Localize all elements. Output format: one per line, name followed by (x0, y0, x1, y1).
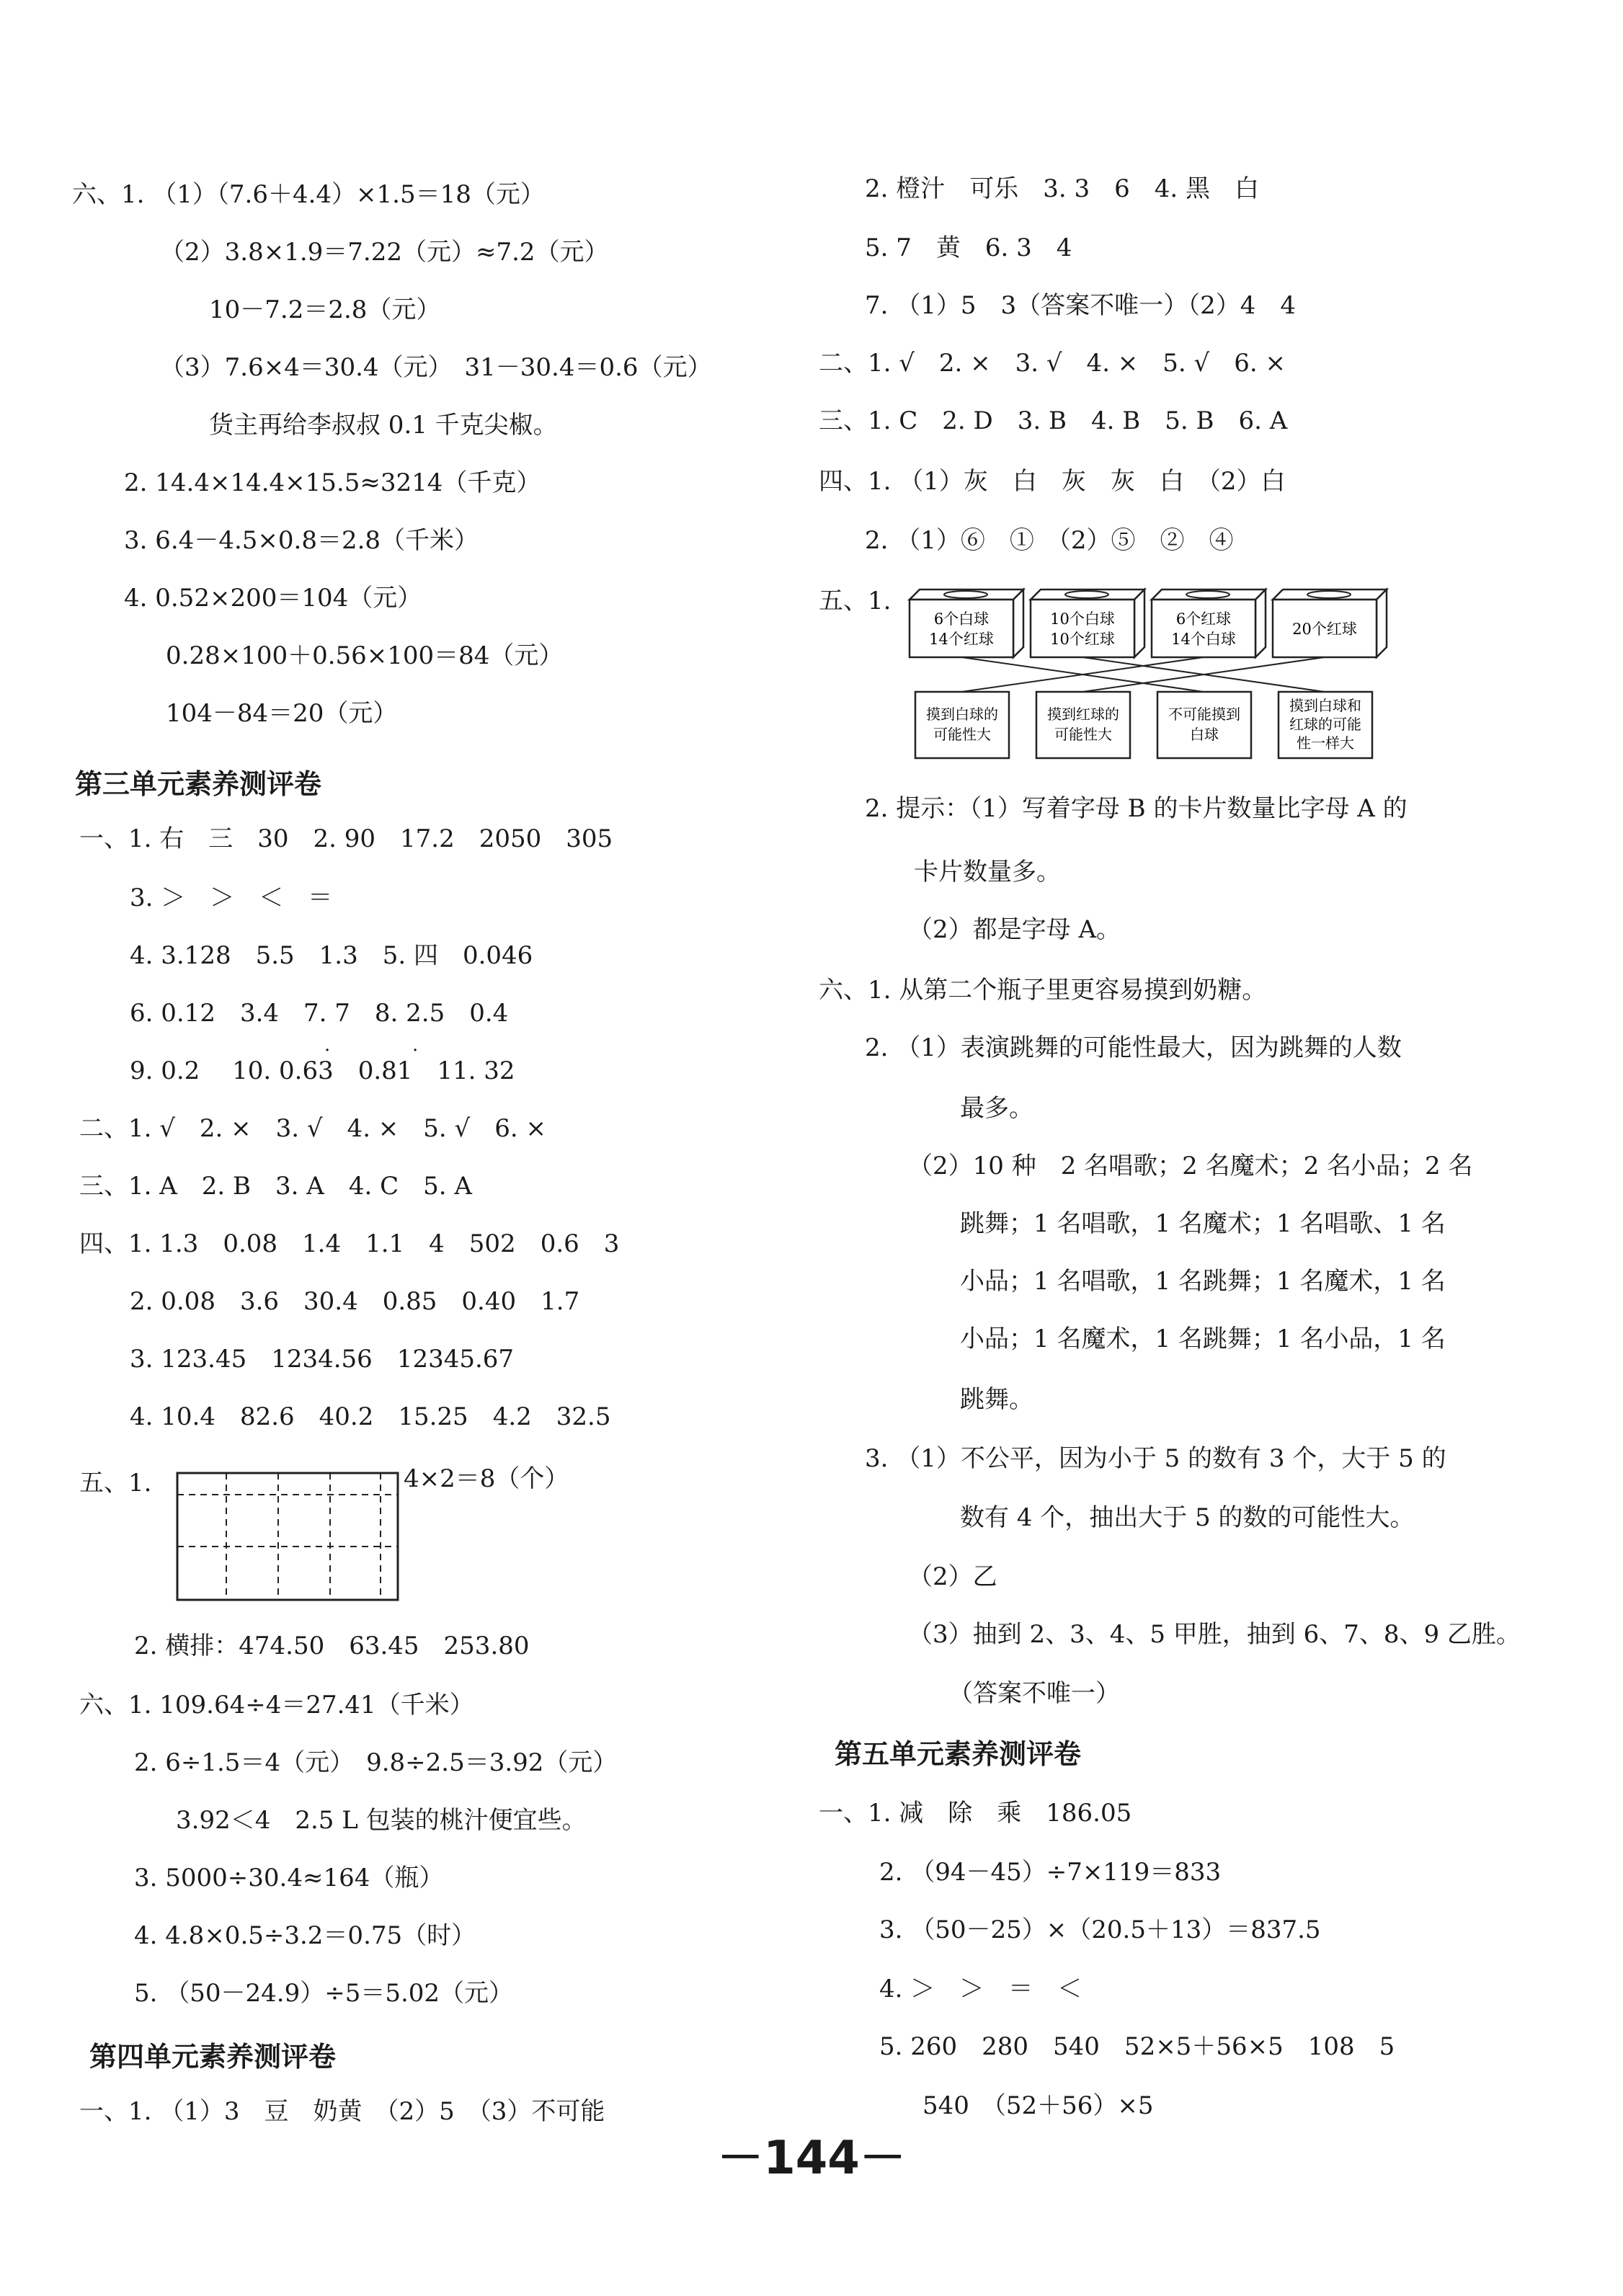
answer-line: 3. 5000÷30.4≈164（瓶） (134, 1864, 444, 1892)
answer-line: 0.28×100＋0.56×100＝84（元） (166, 641, 564, 670)
answer-line: 4×2＝8（个） (404, 1464, 569, 1493)
connector-lines (961, 657, 1325, 692)
answer-line: 4. 4.8×0.5÷3.2＝0.75（时） (134, 1921, 476, 1950)
repeating-decimal-dot: · (324, 1040, 331, 1062)
answer-line: 最多。 (960, 1094, 1033, 1123)
answer-line: 数有 4 个，抽出大于 5 的数的可能性大。 (960, 1503, 1415, 1532)
unit5-title: 第五单元素养测评卷 (835, 1738, 1082, 1770)
result-label: 摸到红球的 (1047, 706, 1119, 723)
answer-line: （3）7.6×4＝30.4（元） 31－30.4＝0.6（元） (160, 353, 712, 382)
result-label: 性一样大 (1297, 734, 1354, 752)
answer-line: （2）10 种 2 名唱歌；2 名魔术；2 名小品；2 名 (908, 1152, 1473, 1180)
answer-line: 2. 横排：474.50 63.45 253.80 (134, 1632, 530, 1660)
answer-line: 一、1. 减 除 乘 186.05 (819, 1799, 1132, 1828)
box-label: 6个白球 (933, 610, 990, 628)
answer-line: 9. 0.2 10. 0.63 0.81 11. 32 (130, 1056, 515, 1085)
answer-line: 货主再给李叔叔 0.1 千克尖椒。 (209, 411, 558, 440)
answer-line: 六、1. 从第二个瓶子里更容易摸到奶糖。 (819, 976, 1267, 1005)
answer-line: 4. 10.4 82.6 40.2 15.25 4.2 32.5 (130, 1402, 611, 1431)
answer-line: 2. 橙汁 可乐 3. 3 6 4. 黑 白 (865, 174, 1260, 203)
answer-line: 二、1. √ 2. × 3. √ 4. × 5. √ 6. × (79, 1114, 546, 1143)
answer-line: 540 （52＋56）×5 (922, 2091, 1154, 2120)
answer-line: 4. 3.128 5.5 1.3 5. 四 0.046 (130, 941, 533, 970)
answer-line: 2. 14.4×14.4×15.5≈3214（千克） (124, 468, 541, 497)
answer-line: 3. 123.45 1234.56 12345.67 (130, 1345, 515, 1374)
answer-line: 卡片数量多。 (914, 858, 1061, 886)
answer-line: 一、1. （1）3 豆 奶黄 （2）5 （3）不可能 (79, 2097, 605, 2126)
box-label: 10个红球 (1050, 631, 1115, 648)
answer-line: 7. （1）5 3（答案不唯一）（2）4 4 (865, 291, 1297, 320)
unit4-title: 第四单元素养测评卷 (89, 2041, 337, 2073)
answer-line: （答案不唯一） (948, 1679, 1120, 1708)
answer-line: 五、1. (79, 1469, 152, 1498)
answer-line: 四、1. （1）灰 白 灰 灰 白 （2）白 (819, 467, 1286, 496)
result-label: 红球的可能 (1289, 716, 1361, 733)
result-label: 摸到白球和 (1289, 697, 1361, 714)
answer-line: 跳舞。 (960, 1385, 1033, 1414)
box-label: 10个白球 (1050, 610, 1115, 628)
result-label: 摸到白球的 (926, 706, 998, 723)
answer-line: 104－84＝20（元） (166, 699, 398, 728)
answer-line: 三、1. C 2. D 3. B 4. B 5. B 6. A (819, 406, 1288, 435)
answer-line: 5. 7 黄 6. 3 4 (865, 233, 1072, 262)
box-group-bottom (915, 692, 1372, 758)
answer-line: （2）乙 (908, 1562, 997, 1591)
answer-line: 2. 提示：（1）写着字母 B 的卡片数量比字母 A 的 (865, 794, 1408, 823)
box-label: 14个红球 (929, 631, 994, 648)
page-number: －144－ (717, 2132, 906, 2185)
answer-line: 10－7.2＝2.8（元） (209, 295, 441, 324)
answer-line: 4. ＞ ＞ ＝ ＜ (879, 1975, 1082, 2003)
answer-line: 小品；1 名魔术，1 名跳舞；1 名小品，1 名 (960, 1325, 1446, 1353)
box-label: 14个白球 (1171, 631, 1236, 648)
answer-line: 3. （50－25）×（20.5＋13）＝837.5 (879, 1915, 1321, 1944)
result-label: 可能性大 (1054, 726, 1112, 743)
box-label: 20个红球 (1292, 620, 1357, 638)
answer-line: 一、1. 右 三 30 2. 90 17.2 2050 305 (79, 824, 613, 853)
answer-line: 2. （94－45）÷7×119＝833 (879, 1858, 1222, 1887)
answer-line: 6. 0.12 3.4 7. 7 8. 2.5 0.4 (130, 999, 509, 1028)
unit3-title: 第三单元素养测评卷 (75, 768, 322, 800)
result-label: 不可能摸到 (1168, 706, 1240, 723)
answer-line: （2）都是字母 A。 (908, 915, 1121, 944)
answer-line: （2）3.8×1.9＝7.22（元）≈7.2（元） (160, 238, 609, 267)
answer-line: 2. 6÷1.5＝4（元） 9.8÷2.5＝3.92（元） (134, 1748, 618, 1777)
answer-line: 三、1. A 2. B 3. A 4. C 5. A (79, 1172, 472, 1201)
answer-line: 六、1. （1）（7.6＋4.4）×1.5＝18（元） (72, 180, 545, 209)
answer-line: 二、1. √ 2. × 3. √ 4. × 5. √ 6. × (819, 349, 1286, 378)
answer-line: 五、1. (819, 587, 891, 615)
answer-line: 3.92＜4 2.5 L 包装的桃汁便宜些。 (176, 1806, 587, 1835)
matching-diagram (901, 577, 1477, 765)
answer-line: 跳舞；1 名唱歌，1 名魔术；1 名唱歌、1 名 (960, 1209, 1446, 1238)
result-label: 白球 (1190, 726, 1219, 743)
answer-line: 5. （50－24.9）÷5＝5.02（元） (134, 1979, 514, 2008)
answer-line: 5. 260 280 540 52×5＋56×5 108 5 (879, 2032, 1395, 2061)
answer-line: 六、1. 109.64÷4＝27.41（千米） (79, 1691, 474, 1719)
answer-line: 2. （1）⑥ ① （2）⑤ ② ④ (865, 526, 1234, 555)
repeating-decimal-dot: · (412, 1040, 419, 1062)
box-group-top (910, 589, 1387, 657)
answer-line: 3. ＞ ＞ ＜ ＝ (130, 884, 333, 912)
dashed-grid-figure (176, 1472, 401, 1603)
answer-line: 2. （1）表演跳舞的可能性最大，因为跳舞的人数 (865, 1033, 1402, 1062)
answer-line: 小品；1 名唱歌，1 名跳舞；1 名魔术，1 名 (960, 1267, 1446, 1296)
answer-line: 4. 0.52×200＝104（元） (124, 584, 422, 613)
answer-line: 2. 0.08 3.6 30.4 0.85 0.40 1.7 (130, 1287, 580, 1316)
result-label: 可能性大 (933, 726, 991, 743)
answer-line: （3）抽到 2、3、4、5 甲胜，抽到 6、7、8、9 乙胜。 (908, 1620, 1521, 1649)
answer-line: 3. 6.4－4.5×0.8＝2.8（千米） (124, 526, 479, 555)
box-label: 6个红球 (1175, 610, 1232, 628)
answer-line: 四、1. 1.3 0.08 1.4 1.1 4 502 0.6 3 (79, 1229, 620, 1258)
answer-line: 3. （1）不公平，因为小于 5 的数有 3 个，大于 5 的 (865, 1444, 1446, 1473)
